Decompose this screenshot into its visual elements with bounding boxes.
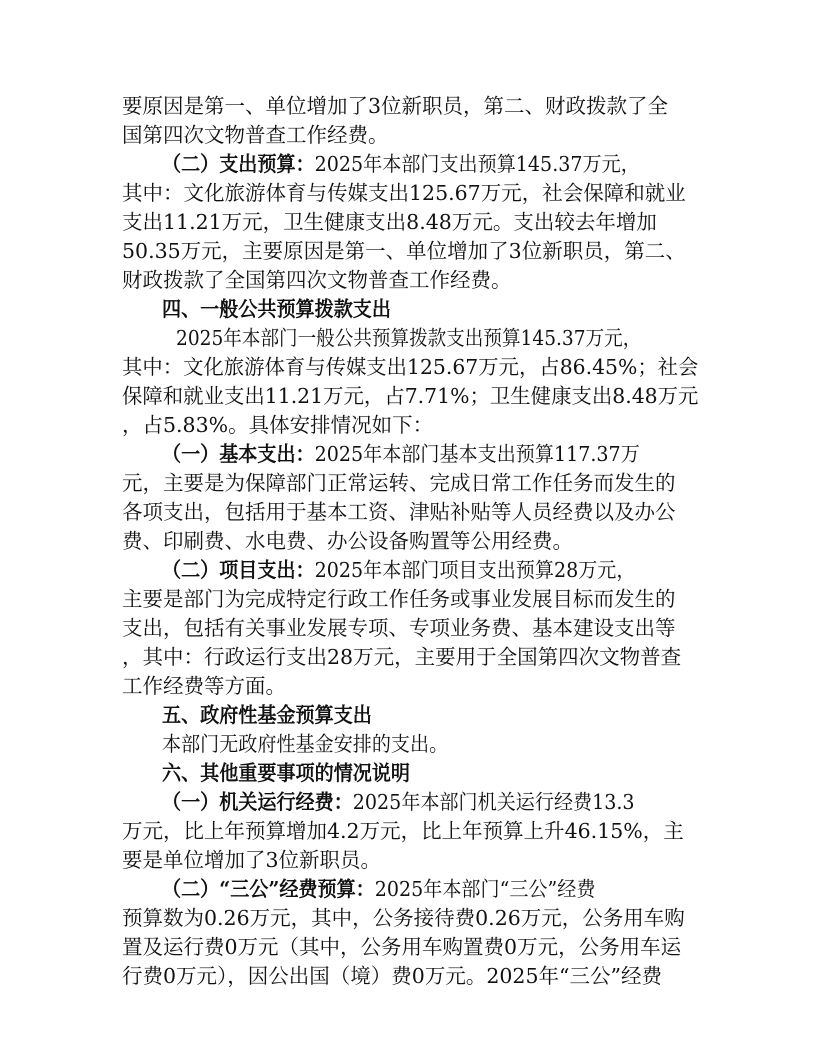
line-text: 2025年本部门基本支出预算117.37万 [314, 442, 640, 466]
line-text: 费、印刷费、水电费、办公设备购置等公用经费。 [122, 529, 573, 553]
line-text: 财政拨款了全国第四次文物普查工作经费。 [122, 268, 512, 292]
paragraph-start [162, 876, 698, 903]
line-text: 要是单位增加了3位新职员。 [122, 848, 382, 872]
line-text: 50.35万元，主要原因是第一、单位增加了3位新职员，第二、 [122, 239, 686, 263]
text-line [122, 238, 698, 265]
text-line [122, 818, 698, 845]
text-line [122, 383, 699, 410]
inline-heading: （二）项目支出： [162, 558, 315, 582]
line-text: ，其中：行政运行支出28万元，主要用于全国第四次文物普查 [122, 645, 682, 669]
line-text: 预算数为0.26万元，其中，公务接待费0.26万元，公务用车购 [122, 906, 685, 930]
line-text: 主要是部门为完成特定行政工作任务或事业发展目标而发生的 [122, 587, 676, 611]
line-text: 2025年本部门支出预算145.37万元， [314, 152, 640, 176]
text-line [122, 122, 698, 149]
line-text: 保障和就业支出11.21万元，占7.71%；卫生健康支出8.48万元 [122, 384, 699, 408]
paragraph-start [176, 325, 698, 352]
line-text: 2025年本部门机关运行经费13.3 [352, 790, 635, 814]
text-line [122, 354, 699, 381]
paragraph-start [162, 731, 698, 758]
line-text: 2025年本部门项目支出预算28万元， [314, 558, 636, 582]
line-text: 2025年本部门“三公”经费 [374, 877, 596, 901]
line-text: 各项支出，包括用于基本工资、津贴补贴等人员经费以及办公 [122, 500, 676, 524]
line-text: ，占5.83%。具体安排情况如下： [122, 413, 434, 437]
section-heading [162, 760, 698, 787]
text-line [122, 934, 698, 961]
line-text: 其中：文化旅游体育与传媒支出125.67万元，社会保障和就业 [122, 181, 686, 205]
line-text: 国第四次文物普查工作经费。 [122, 123, 389, 147]
text-line [122, 528, 698, 555]
section-heading [162, 702, 698, 729]
text-line [122, 905, 698, 932]
inline-heading: （一）基本支出： [162, 442, 315, 466]
text-line [122, 93, 698, 120]
paragraph-start [162, 441, 698, 468]
text-line [122, 586, 698, 613]
heading-text: 四、一般公共预算拨款支出 [162, 297, 391, 321]
line-text: 元，主要是为保障部门正常运转、完成日常工作任务而发生的 [122, 471, 676, 495]
text-line [122, 267, 698, 294]
heading-text: 六、其他重要事项的情况说明 [162, 761, 411, 785]
text-line [122, 209, 698, 236]
text-line [122, 180, 698, 207]
inline-heading: （一）机关运行经费： [162, 790, 353, 814]
line-text: 2025年本部门一般公共预算拨款支出预算145.37万元， [176, 326, 642, 350]
text-line [122, 470, 698, 497]
text-line [122, 644, 698, 671]
text-line [122, 499, 698, 526]
line-text: 要原因是第一、单位增加了3位新职员，第二、财政拨款了全 [122, 94, 669, 118]
paragraph-start [162, 789, 698, 816]
inline-heading: （二）“三公”经费预算： [162, 877, 375, 901]
line-text: 万元，比上年预算增加4.2万元，比上年预算上升46.15%，主 [122, 819, 684, 843]
text-line [122, 412, 698, 439]
line-text: 支出，包括有关事业发展专项、专项业务费、基本建设支出等 [122, 616, 676, 640]
paragraph-start [162, 557, 698, 584]
text-line [122, 615, 698, 642]
section-heading [162, 296, 698, 323]
line-text: 本部门无政府性基金安排的支出。 [162, 732, 449, 756]
paragraph-start [162, 151, 698, 178]
line-text: 其中：文化旅游体育与传媒支出125.67万元，占86.45%；社会 [122, 355, 699, 379]
line-text: 行费0万元），因公出国（境）费0万元。2025年“三公”经费 [122, 964, 662, 988]
line-text: 工作经费等方面。 [122, 674, 286, 698]
text-line [122, 673, 698, 700]
line-text: 置及运行费0万元（其中，公务用车购置费0万元，公务用车运 [122, 935, 682, 959]
heading-text: 五、政府性基金预算支出 [162, 703, 372, 727]
line-text: 支出11.21万元，卫生健康支出8.48万元。支出较去年增加 [122, 210, 657, 234]
text-line [122, 847, 698, 874]
inline-heading: （二）支出预算： [162, 152, 315, 176]
text-line [122, 963, 698, 990]
